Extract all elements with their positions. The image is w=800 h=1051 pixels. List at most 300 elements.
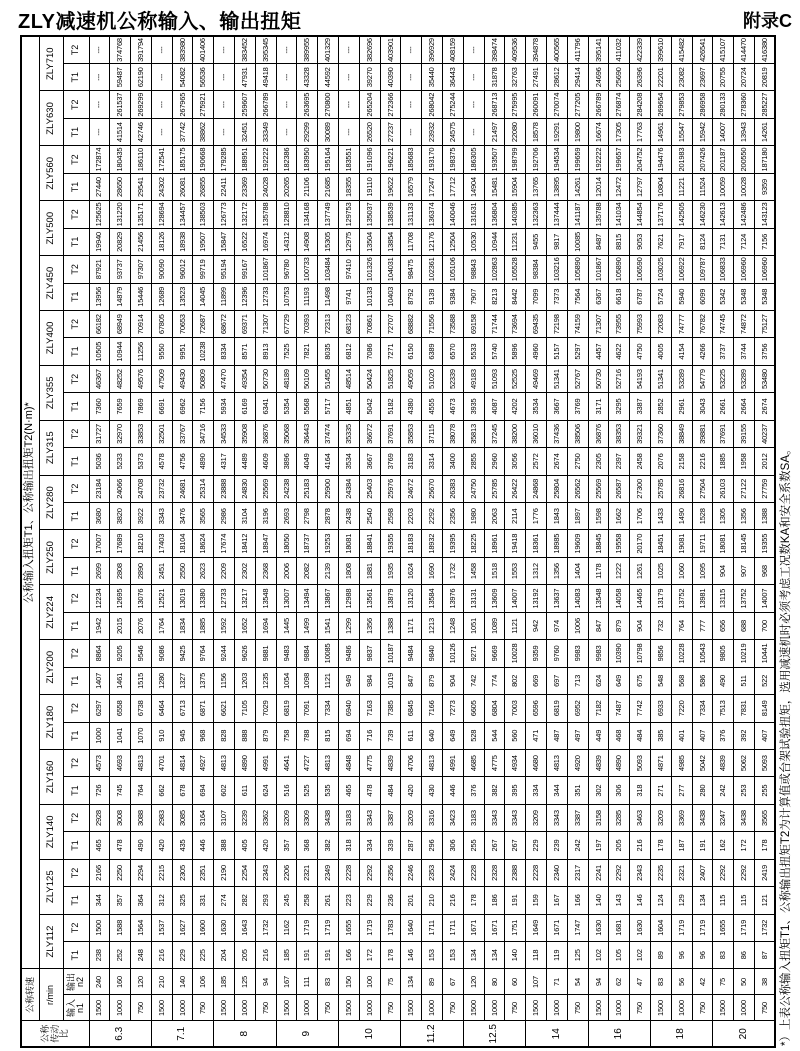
t1-value: 879 [422,667,443,694]
t2-value: 3247 [713,804,734,831]
t2-value: 51825 [380,365,401,392]
t1-value: 764 [671,612,692,639]
t2-value: 9483 [276,640,297,667]
t1-value: 24575 [443,118,464,145]
t2-value: 68672 [214,310,235,337]
t2-value: 200550 [734,146,755,173]
t1-value: 5297 [567,338,588,365]
t1-value: 490 [131,832,152,859]
t1-value: 20755 [713,64,734,91]
t2-value: 4641 [276,749,297,776]
t2-value: 4701 [151,749,172,776]
t2-value: 93737 [110,256,131,283]
t1-value: 497 [567,722,588,749]
t2-value: 186305 [463,146,484,173]
t1-value: 405 [235,832,256,859]
t1-value: 140 [588,887,609,914]
t1-value: 306 [443,832,464,859]
t1-value: 5036 [89,448,110,475]
t2-value: 269654 [651,91,672,118]
model-header: ZLY125 [39,859,63,914]
t2-value: 18361 [526,530,547,557]
t2-value: 72083 [651,310,672,337]
t2-value: 26103 [713,475,734,502]
t1-value: 11231 [505,228,526,255]
t2-value: 36443 [297,420,318,447]
t1-value: 694 [193,777,214,804]
t2-value: 9884 [297,640,318,667]
t1-value: 43328 [297,64,318,91]
t2-value: 51341 [547,365,568,392]
t1-value: 293 [255,887,276,914]
t1-value: 8442 [505,283,526,310]
t2-value: 2215 [151,859,172,886]
t1-value: 29541 [131,173,152,200]
t1-value: 7131 [713,228,734,255]
t1-value: 742 [463,667,484,694]
t1-value: 1089 [484,612,505,639]
t2-value: 47470 [214,365,235,392]
torque-banner: 公称输入扭矩T1、公称输出扭矩T2(N·m)* [21,36,39,969]
t1-value: 1897 [567,503,588,530]
t2-value: 277205 [567,91,588,118]
t2-value: 40237 [755,420,776,447]
t1-value: --- [151,64,172,91]
t1-value: 9741 [339,283,360,310]
t1-value: 39270 [359,64,380,91]
t2-value: 25804 [547,475,568,502]
t2-value: 284208 [630,91,651,118]
t1-value: 216 [630,832,651,859]
model-header: ZLY450 [39,256,63,311]
t1-value: 13895 [547,173,568,200]
t1-value: 478 [110,832,131,859]
t2-value: --- [463,36,484,64]
t2-value: 2292 [359,859,380,886]
t2-value: 13131 [463,585,484,612]
t1-value: 287 [401,832,422,859]
t1-value: 8035 [318,338,339,365]
t1-value: 2076 [651,448,672,475]
n1-value: 1000 [297,995,318,1021]
t1-value: 1808 [339,557,360,584]
t1-value: 3820 [110,503,131,530]
t1-value: 10944 [110,338,131,365]
t2-value: 103025 [651,256,672,283]
n1-value: 1000 [671,995,692,1021]
t2-value: 263695 [297,91,318,118]
t1-value: 16674 [588,118,609,145]
t1-value: 624 [255,777,276,804]
t1-value: 6618 [609,283,630,310]
t1-value: 41514 [110,118,131,145]
t2-value: 415107 [713,36,734,64]
t2-value: 24830 [235,475,256,502]
t1-value: 5348 [734,283,755,310]
t2-label: T2 [63,859,89,886]
t2-value: 3343 [359,804,380,831]
t2-value: 99167 [235,256,256,283]
t2-value: 25976 [380,475,401,502]
t1-value: 516 [276,777,297,804]
n2-value: 100 [359,969,380,995]
t2-value: 26562 [567,475,588,502]
n2-value: 160 [110,969,131,995]
t1-label: T1 [63,64,89,91]
t2-value: 46367 [89,365,110,392]
t2-value: 18145 [734,530,755,557]
t2-value: 70861 [359,310,380,337]
t1-value: 6787 [630,283,651,310]
t2-value: 13981 [692,585,713,612]
t2-value: 1537 [151,914,172,941]
t1-value: 6962 [172,393,193,420]
t2-value: 68123 [339,310,360,337]
t2-value: 18104 [172,530,193,557]
t1-value: 624 [588,667,609,694]
t2-value: 1711 [422,914,443,941]
n2-value: 94 [255,969,276,995]
t2-value: 3463 [630,804,651,831]
t1-value: 49418 [255,64,276,91]
t1-value: 274 [214,887,235,914]
t2-value: 6845 [401,695,422,722]
n2-value: 111 [297,969,318,995]
t2-value: 398474 [484,36,505,64]
n1-value: 1000 [235,995,256,1021]
t1-value: 20265 [276,173,297,200]
t1-value: 280 [692,777,713,804]
t2-value: 3008 [110,804,131,831]
t1-value: 125 [567,942,588,969]
t2-value: 137749 [318,201,339,228]
t1-value: 36443 [443,64,464,91]
t2-value: 2228 [526,859,547,886]
n1-value: 750 [318,995,339,1021]
t1-value: 3769 [567,393,588,420]
t2-value: 37691 [713,420,734,447]
t2-value: 10028 [505,640,526,667]
t1-value: 325 [172,887,193,914]
t2-label: T2 [63,146,89,173]
t2-value: 99719 [193,256,214,283]
t1-value: 2114 [505,503,526,530]
t2-value: 140046 [443,201,464,228]
page-title: ZLY减速机公称输入、输出扭矩 [18,11,302,33]
t2-value: 2419 [755,859,776,886]
t2-value: 32970 [110,420,131,447]
t2-value: 191096 [359,146,380,173]
t2-value: --- [401,91,422,118]
t1-value: 31878 [484,64,505,91]
t1-value: 1156 [214,667,235,694]
t1-value: 4087 [484,393,505,420]
t1-value: 11256 [131,338,152,365]
t1-value: 6570 [443,338,464,365]
t2-value: 3085 [172,804,193,831]
t1-value: 27440 [89,173,110,200]
t2-value: 104031 [380,256,401,283]
t1-value: 568 [671,667,692,694]
t1-value: 1528 [692,503,713,530]
t1-value: 255 [463,832,484,859]
t2-label: T2 [63,530,89,557]
t2-value: 408159 [443,36,464,64]
t1-value: 83 [713,942,734,969]
t1-value: 468 [609,722,630,749]
t2-value: 18841 [359,530,380,557]
t2-value: 4573 [89,749,110,776]
t2-value: 403901 [380,36,401,64]
t1-value: 11899 [214,283,235,310]
t2-value: 411032 [609,36,630,64]
t2-value: 98384 [526,256,547,283]
n2-value: 60 [505,969,526,995]
t2-value: 9626 [235,640,256,667]
t1-value: 2674 [547,448,568,475]
t2-value: 38353 [609,420,630,447]
t1-value: 2302 [235,557,256,584]
t1-value: 10238 [193,338,214,365]
t2-value: 9271 [463,640,484,667]
t2-value: 6819 [276,695,297,722]
t1-value: 2451 [151,557,172,584]
t1-value: 6389 [422,338,443,365]
n2-value: 140 [172,969,193,995]
t1-value: 6812 [339,338,360,365]
t1-value: 102 [588,942,609,969]
t2-value: --- [339,36,360,64]
t2-value: 179285 [214,146,235,173]
t2-value: 50109 [297,365,318,392]
t1-value: 1299 [339,612,360,639]
t1-value: 26396 [630,64,651,91]
t2-value: 6871 [193,695,214,722]
t1-value: 2674 [755,393,776,420]
t2-value: 2353 [422,859,443,886]
t2-value: 71556 [422,310,443,337]
t2-value: 6621 [214,695,235,722]
t2-value: 138539 [380,201,401,228]
n1-value: 1500 [339,995,360,1021]
n2-value: 106 [193,969,214,995]
t1-value: 14879 [110,283,131,310]
t1-value: 3935 [463,393,484,420]
t2-value: 9359 [526,640,547,667]
t2-value: 275921 [193,91,214,118]
t1-value: 11498 [318,283,339,310]
t1-value: 11708 [401,228,422,255]
t2-value: 24868 [526,475,547,502]
t2-value: 3387 [380,804,401,831]
t2-value: 38200 [505,420,526,447]
t2-value: 5062 [734,749,755,776]
t1-value: 942 [526,612,547,639]
t1-value: 10804 [651,173,672,200]
t1-value: 1006 [567,612,588,639]
t2-value: 7273 [443,695,464,722]
t1-value: 802 [505,667,526,694]
t1-value: 5157 [547,338,568,365]
t1-value: 1070 [131,722,152,749]
t2-value: 18081 [339,530,360,557]
t1-value: 7525 [276,338,297,365]
t2-value: 135037 [359,201,380,228]
t1-value: 1980 [463,503,484,530]
t1-value: 2397 [609,448,630,475]
n2-value: 89 [422,969,443,995]
t1-value: 9139 [422,283,443,310]
t1-value: 382 [484,777,505,804]
t2-value: 10543 [692,640,713,667]
t1-label: T1 [63,557,89,584]
t1-value: 669 [526,667,547,694]
t1-value: 15942 [692,118,713,145]
t2-value: 4934 [505,749,526,776]
t1-value: 1445 [276,612,297,639]
t1-value: 1490 [671,503,692,530]
t2-value: 18932 [422,530,443,557]
t2-value: 4727 [297,749,318,776]
n1-value: 1000 [609,995,630,1021]
n2-value: 75 [380,969,401,995]
model-header: ZLY355 [39,365,63,420]
t2-value: --- [276,36,297,64]
model-header: ZLY140 [39,804,63,859]
t2-value: 7385 [380,695,401,722]
t2-value: 279853 [671,91,692,118]
t1-value: 86 [734,942,755,969]
t1-label: T1 [63,338,89,365]
ratio-header: 公称传动比 [21,1021,89,1047]
t2-value: 4839 [588,749,609,776]
t2-value: 37245 [484,420,505,447]
t2-value: 5093 [630,749,651,776]
t1-value: 5042 [359,393,380,420]
t2-value: --- [89,36,110,64]
t1-value: 42746 [131,118,152,145]
t1-value: 21685 [318,173,339,200]
t1-value: 9951 [172,338,193,365]
t2-value: 3438 [318,804,339,831]
t1-value: 357 [276,832,297,859]
t1-value: 1458 [463,557,484,584]
t2-value: 7742 [630,695,651,722]
t1-value: 1885 [193,612,214,639]
t1-value: 535 [318,777,339,804]
t1-value: 12396 [235,283,256,310]
t2-value: 7163 [359,695,380,722]
ratio-value: 10 [339,1021,401,1047]
t2-value: 2317 [567,859,588,886]
t1-value: 388 [214,832,235,859]
t1-value: 15547 [671,118,692,145]
t1-value: 1222 [609,557,630,584]
t2-value: 9425 [172,640,193,667]
t1-value: 2209 [214,557,235,584]
t1-value: 29414 [567,64,588,91]
t2-value: 50730 [255,365,276,392]
t1-value: 490 [713,667,734,694]
t2-value: 3316 [422,804,443,831]
t1-value: 4890 [193,448,214,475]
t2-value: 53480 [755,365,776,392]
t1-value: 6169 [235,393,256,420]
t2-value: 2305 [172,859,193,886]
t2-value: 4871 [651,749,672,776]
t1-value: 334 [359,832,380,859]
t2-value: 13192 [526,585,547,612]
t2-value: 7105 [235,695,256,722]
t2-value: 2424 [443,859,464,886]
t2-value: 17403 [151,530,172,557]
t2-value: 96012 [172,256,193,283]
n1-value: 750 [567,995,588,1021]
t1-value: 8913 [255,338,276,365]
t2-value: 259607 [235,91,256,118]
t1-value: 12797 [630,173,651,200]
t1-value: 484 [630,722,651,749]
t1-label: T1 [63,942,89,969]
t1-value: 334 [526,777,547,804]
t1-value: 649 [443,722,464,749]
t2-value: 1719 [318,914,339,941]
t2-value: 270800 [318,91,339,118]
t2-value: 37115 [422,420,443,447]
t1-value: 1541 [318,612,339,639]
t2-value: 13609 [484,585,505,612]
t2-value: 7029 [255,695,276,722]
t2-value: 54193 [630,365,651,392]
t1-value: 3343 [151,503,172,530]
t2-value: 268713 [484,91,505,118]
ratio-value: 9 [276,1021,338,1047]
t1-value: 302 [588,777,609,804]
t2-value: 136374 [422,201,443,228]
t1-label: T1 [63,228,89,255]
t2-value: 4890 [609,749,630,776]
t1-value: 945 [172,722,193,749]
t1-value: 3534 [339,448,360,475]
n2-value: 67 [443,969,464,995]
t1-value: 904 [630,612,651,639]
t2-value: 33767 [172,420,193,447]
n1-value: 1000 [734,995,755,1021]
t1-value: 30089 [318,118,339,145]
t2-value: 134168 [297,201,318,228]
t1-value: 732 [651,612,672,639]
t2-value: 13548 [588,585,609,612]
t2-value: 73955 [609,310,630,337]
t2-value: 3107 [214,804,235,831]
n1-value: 1500 [588,995,609,1021]
t1-value: 5717 [318,393,339,420]
t2-value: 1783 [380,914,401,941]
t1-value: 7360 [89,393,110,420]
t2-value: 1600 [193,914,214,941]
t2-value: 2356 [380,859,401,886]
n2-value: 50 [734,969,755,995]
t1-value: 318 [339,832,360,859]
t1-value: 19940 [89,228,110,255]
t1-value: 35440 [422,64,443,91]
t2-value: 87921 [89,256,110,283]
t2-value: 190668 [193,146,214,173]
t2-value: 49469 [526,365,547,392]
t1-value: 7907 [463,283,484,310]
t1-value: 1121 [318,667,339,694]
t1-value: 4673 [443,393,464,420]
